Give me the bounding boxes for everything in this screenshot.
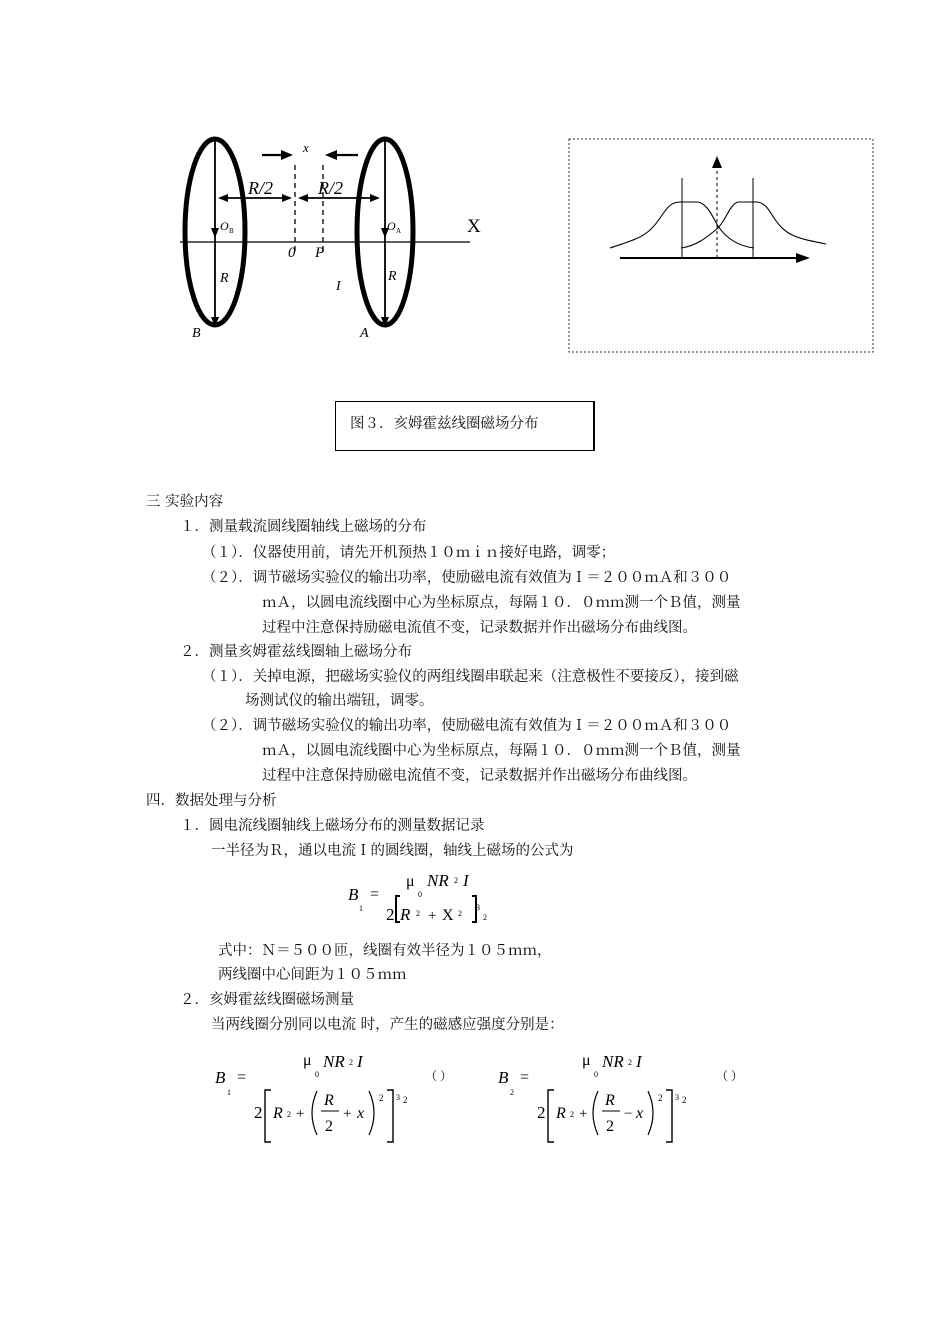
formula1-num-nr: NR — [427, 871, 449, 890]
formula2-r-exp: 2 — [287, 1110, 291, 1119]
formula2-mu-sub: 0 — [315, 1070, 319, 1079]
label-r-half-left: R/2 — [248, 178, 273, 198]
section4-title: 四．数据处理与分析 — [146, 793, 277, 809]
formula1-den-x-exp: 2 — [458, 909, 462, 918]
formula2-outer-exp-top: 3 — [396, 1093, 400, 1102]
formula2-eq: = — [237, 1069, 247, 1086]
label-r-left: R — [220, 271, 229, 286]
formula2-x: x — [357, 1105, 365, 1122]
eq-number-b2: （ ） — [716, 1069, 744, 1083]
formula1-note2: 两线圈中心间距为１０５ｍｍ — [218, 967, 407, 983]
section3-title: 三 实验内容 — [146, 494, 224, 510]
formula1-note1: 式中：Ｎ＝５００匝，线圈有效半径为１０５ｍｍ， — [218, 943, 552, 959]
figure-caption: 图３．亥姆霍兹线圈磁场分布 — [350, 416, 539, 432]
label-oa: O — [387, 219, 396, 233]
formula1-den-coef: 2 — [386, 905, 395, 924]
label-p: P — [315, 245, 325, 261]
formula3-eq: = — [520, 1069, 530, 1086]
formula2-lhs-sub: 1 — [227, 1088, 231, 1097]
s4-item1-title: １．圆电流线圈轴线上磁场分布的测量数据记录 — [180, 818, 485, 834]
formula2-r: R — [273, 1105, 283, 1122]
label-b: B — [192, 326, 201, 341]
formula1-den-r: R — [400, 905, 411, 924]
item2-step1-line1: （１）．关掉电源，把磁场实验仪的两组线圈串联起来（注意极性不要接反），接到磁 — [202, 669, 739, 685]
formula1-den-x: X — [442, 907, 454, 924]
formula1-outer-exp-top: 3 — [476, 903, 480, 912]
formula3-coef: 2 — [537, 1103, 546, 1122]
item2-step2-line1: （２）．调节磁场实验仪的输出功率，使励磁电流有效值为Ｉ＝２００ｍＡ和３００ — [202, 718, 732, 734]
formula3-frac-den: 2 — [606, 1118, 614, 1135]
formula3-num: NR — [602, 1052, 624, 1071]
label-oa-sub: A — [396, 227, 402, 235]
formula3-op: − — [624, 1106, 633, 1122]
item1-step2-line3: 过程中注意保持励磁电流值不变，记录数据并作出磁场分布曲线图。 — [262, 620, 697, 636]
formula2-frac-num: R — [324, 1092, 334, 1109]
item2-title: ２．测量亥姆霍兹线圈轴上磁场分布 — [180, 644, 412, 660]
formula3-outer-exp-top: 3 — [675, 1093, 679, 1102]
item1-step2-line1: （２）．调节磁场实验仪的输出功率，使励磁电流有效值为Ｉ＝２００ｍＡ和３００ — [202, 570, 732, 586]
formula2-num: NR — [323, 1052, 345, 1071]
formula3-x: x — [636, 1105, 644, 1122]
formula1-mu-sub: 0 — [418, 890, 422, 899]
label-r-half-right: R/2 — [318, 178, 343, 198]
formula2-lhs: B — [215, 1068, 226, 1087]
formula1-outer-exp-bottom: 2 — [483, 913, 487, 922]
formula2-num-i: I — [357, 1052, 363, 1071]
formula2-coef: 2 — [254, 1103, 263, 1122]
formula2-frac-den: 2 — [325, 1118, 333, 1135]
item2-step1-line2: 场测试仪的输出端钮，调零。 — [245, 693, 434, 709]
formula3-r-exp: 2 — [570, 1110, 574, 1119]
formula1-eq: = — [370, 886, 380, 903]
formula-b1 — [205, 1045, 475, 1145]
formula1-lhs: B — [348, 885, 359, 904]
label-a: A — [360, 326, 369, 341]
formula3-plus: + — [579, 1106, 588, 1122]
formula2-inner-exp: 2 — [379, 1093, 384, 1103]
s4-item2-title: ２．亥姆霍兹线圈磁场测量 — [180, 992, 354, 1008]
formula1-num-i: I — [463, 871, 469, 890]
eq-number-b1: （ ） — [425, 1069, 453, 1083]
formula2-op: + — [343, 1106, 352, 1122]
formula3-lhs: B — [498, 1068, 509, 1087]
item1-step2-line2: ｍＡ，以圆电流线圈中心为坐标原点，每隔１０．０ｍｍ测一个Ｂ值，测量 — [262, 595, 741, 611]
label-origin: 0 — [288, 245, 296, 261]
formula1-mu: μ — [406, 873, 415, 890]
formula2-plus: + — [296, 1106, 305, 1122]
s4-item1-text: 一半径为Ｒ，通以电流Ｉ的圆线圈，轴线上磁场的公式为 — [211, 843, 574, 859]
label-x-small: x — [303, 140, 309, 155]
formula1-den-r-exp: 2 — [416, 909, 420, 918]
formula2-num-exp: 2 — [349, 1058, 353, 1067]
item2-step2-line3: 过程中注意保持励磁电流值不变，记录数据并作出磁场分布曲线图。 — [262, 768, 697, 784]
label-ob: O — [220, 219, 229, 233]
formula1-num-exp: 2 — [454, 876, 458, 885]
formula3-mu: μ — [582, 1052, 591, 1069]
helmholtz-coil-diagram — [170, 130, 520, 350]
formula3-inner-exp: 2 — [658, 1093, 663, 1103]
formula2-outer-exp-bottom: 2 — [403, 1095, 408, 1105]
formula1-lhs-sub: 1 — [359, 904, 363, 913]
formula3-num-i: I — [636, 1052, 642, 1071]
formula-single-coil — [340, 866, 510, 926]
s4-item2-text: 当两线圈分别同以电流 时，产生的磁感应强度分别是： — [211, 1017, 564, 1033]
label-r-right: R — [388, 269, 397, 284]
label-axis-x: X — [467, 216, 481, 237]
formula3-mu-sub: 0 — [594, 1070, 598, 1079]
figure-caption-box — [335, 401, 595, 451]
label-i: I — [336, 279, 341, 294]
formula3-r: R — [556, 1105, 566, 1122]
formula3-outer-exp-bottom: 2 — [682, 1095, 687, 1105]
item1-title: １．测量载流圆线圈轴线上磁场的分布 — [180, 519, 427, 535]
field-distribution-sketch — [568, 138, 874, 354]
item1-step1: （１）．仪器使用前，请先开机预热１０ｍｉｎ接好电路，调零； — [202, 545, 616, 561]
formula3-frac-num: R — [605, 1092, 615, 1109]
item2-step2-line2: ｍＡ，以圆电流线圈中心为坐标原点，每隔１０．０ｍｍ测一个Ｂ值，测量 — [262, 743, 741, 759]
formula-b2 — [488, 1045, 758, 1145]
formula3-num-exp: 2 — [628, 1058, 632, 1067]
label-ob-sub: B — [229, 227, 234, 235]
formula1-den-plus: + — [428, 908, 437, 924]
formula3-lhs-sub: 2 — [510, 1088, 514, 1097]
formula2-mu: μ — [303, 1052, 312, 1069]
